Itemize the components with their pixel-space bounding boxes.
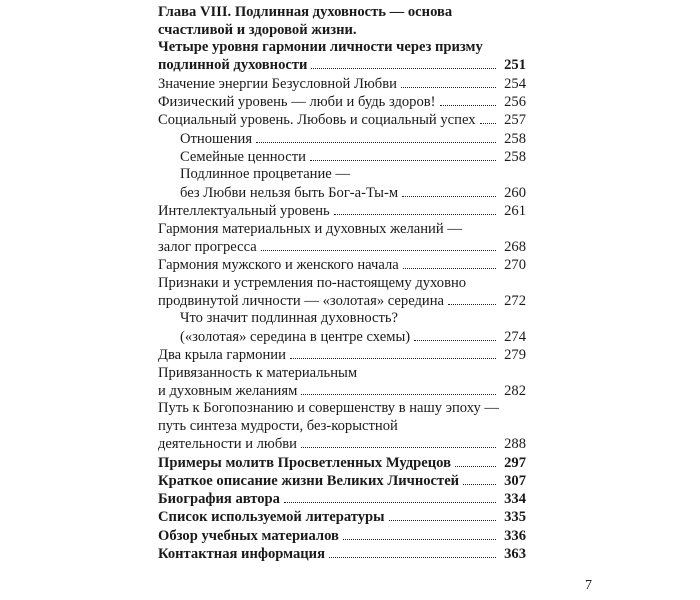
toc-entry-line: путь синтеза мудрости, без-корыстной (158, 418, 398, 435)
toc-entry-title: Краткое описание жизни Великих Личностей (158, 472, 460, 489)
toc-entry (158, 148, 526, 166)
toc-entry-row (180, 184, 526, 202)
toc-entry-title: и духовным желаниям (158, 382, 298, 399)
dot-leader (402, 184, 496, 197)
toc-entry (158, 112, 526, 130)
toc-entry (158, 310, 526, 346)
toc-entry (158, 39, 526, 75)
dot-leader (301, 436, 496, 449)
chapter-heading-line: счастливой и здоровой жизни. (158, 21, 357, 38)
toc-entry-line: Что значит подлинная духовность? (180, 310, 399, 327)
toc-entry (158, 166, 526, 202)
toc-entry-title: Примеры молитв Просветленных Мудрецов (158, 454, 451, 471)
toc-entry-page: 288 (504, 436, 526, 453)
toc-entry-row (158, 545, 526, 563)
toc-entry-title: Значение энергии Безусловной Любви (158, 75, 397, 92)
toc-entry (158, 527, 526, 545)
toc-entry (158, 75, 526, 93)
toc-entry-page: 279 (504, 347, 526, 364)
toc-entry-page: 268 (504, 238, 526, 255)
toc-entry-line: Четыре уровня гармонии личности через призму (158, 39, 483, 56)
toc-entry-line: Привязанность к материальным (158, 364, 358, 381)
toc-entry-page: 297 (504, 454, 526, 471)
toc-entry-page: 270 (504, 257, 526, 274)
toc-entry (158, 130, 526, 148)
toc-entry-page: 274 (504, 328, 526, 345)
toc-entry (158, 365, 526, 401)
dot-leader (329, 545, 496, 558)
toc-entry-title: Список используемой литературы (158, 509, 385, 526)
dot-leader (414, 328, 496, 341)
toc-entry-page: 257 (504, 112, 526, 129)
toc-entry (158, 472, 526, 490)
toc-entry-row (158, 454, 526, 472)
toc-entry-page: 334 (504, 491, 526, 508)
toc-entry-title: подлинной духовности (158, 57, 308, 74)
toc-entry-title: Интеллектуальный уровень (158, 202, 330, 219)
toc-entry-page: 258 (504, 130, 526, 147)
toc-entry-page: 282 (504, 382, 526, 399)
toc-entry-title: Два крыла гармонии (158, 347, 286, 364)
toc-entry-row (158, 202, 526, 220)
toc-entry-row (158, 490, 526, 508)
toc-entry (158, 400, 526, 453)
toc-entry-row (158, 436, 526, 454)
dot-leader (334, 202, 496, 215)
dot-leader (256, 130, 496, 143)
toc-entry-title: («золотая» середина в центре схемы) (180, 328, 411, 345)
toc-entries (158, 39, 526, 563)
toc-entry-row (158, 292, 526, 310)
toc-entry-title: Отношения (180, 130, 253, 147)
toc-entry (158, 454, 526, 472)
toc-entry-page: 307 (504, 472, 526, 489)
toc-entry-title: Обзор учебных материалов (158, 527, 339, 544)
toc-entry-title: залог прогресса (158, 238, 257, 255)
toc-entry-row (158, 382, 526, 400)
toc-entry-page: 260 (504, 184, 526, 201)
toc-entry-page: 272 (504, 292, 526, 309)
toc-entry (158, 202, 526, 220)
dot-leader (480, 112, 496, 125)
toc-entry-row (158, 75, 526, 93)
toc-entry-row (158, 112, 526, 130)
dot-leader (343, 527, 496, 540)
dot-leader (401, 75, 496, 88)
toc-entry-row (158, 57, 526, 75)
table-of-contents (158, 4, 526, 564)
toc-entry-title: Контактная информация (158, 545, 325, 562)
toc-entry-title: Физический уровень — люби и будь здоров! (158, 93, 436, 110)
toc-entry (158, 256, 526, 274)
chapter-heading (158, 4, 526, 39)
toc-entry (158, 490, 526, 508)
toc-entry (158, 221, 526, 257)
toc-entry-page: 336 (504, 527, 526, 544)
dot-leader (389, 509, 496, 522)
toc-entry-page: 363 (504, 545, 526, 562)
toc-entry-row (158, 93, 526, 111)
toc-entry-title: без Любви нельзя быть Бог-а-Ты-м (180, 184, 399, 201)
dot-leader (290, 346, 496, 359)
toc-entry-title: деятельности и любви (158, 436, 297, 453)
toc-entry-line: Подлинное процветание — (180, 166, 351, 183)
dot-leader (403, 256, 496, 269)
toc-entry (158, 509, 526, 527)
toc-entry-row (158, 256, 526, 274)
dot-leader (284, 490, 496, 503)
toc-entry-title: Социальный уровень. Любовь и социальный успех (158, 112, 476, 129)
toc-entry-row (180, 328, 526, 346)
toc-entry-row (158, 238, 526, 256)
toc-entry-page: 261 (504, 202, 526, 219)
dot-leader (455, 454, 496, 467)
dot-leader (440, 93, 496, 106)
toc-entry-line: Признаки и устремления по-настоящему духовно (158, 274, 467, 291)
toc-entry (158, 275, 526, 311)
page-number: 7 (585, 578, 592, 593)
dot-leader (448, 292, 496, 305)
toc-entry-title: Гармония мужского и женского начала (158, 257, 399, 274)
toc-entry (158, 545, 526, 563)
toc-entry-row (180, 148, 526, 166)
toc-entry-line: Гармония материальных и духовных желаний — (158, 220, 462, 237)
chapter-heading-line: Глава VIII. Подлинная духовность — основа (158, 4, 453, 20)
toc-entry-title: Биография автора (158, 491, 280, 508)
dot-leader (311, 57, 496, 70)
toc-entry-page: 256 (504, 93, 526, 110)
toc-entry-title: Семейные ценности (180, 148, 306, 165)
toc-entry-page: 258 (504, 148, 526, 165)
toc-entry-title: продвинутой личности — «золотая» середина (158, 292, 445, 309)
toc-entry-row (158, 509, 526, 527)
toc-entry-row (158, 527, 526, 545)
toc-entry-row (158, 346, 526, 364)
toc-entry-row (158, 472, 526, 490)
toc-entry (158, 346, 526, 364)
toc-entry (158, 93, 526, 111)
toc-entry-page: 335 (504, 509, 526, 526)
dot-leader (301, 382, 496, 395)
toc-entry-page: 254 (504, 75, 526, 92)
toc-entry-page: 251 (504, 57, 526, 74)
dot-leader (310, 148, 496, 161)
toc-entry-row (180, 130, 526, 148)
dot-leader (463, 472, 496, 485)
toc-entry-line: Путь к Богопознанию и совершенству в нашу эпоху — (158, 400, 500, 417)
dot-leader (261, 238, 496, 251)
